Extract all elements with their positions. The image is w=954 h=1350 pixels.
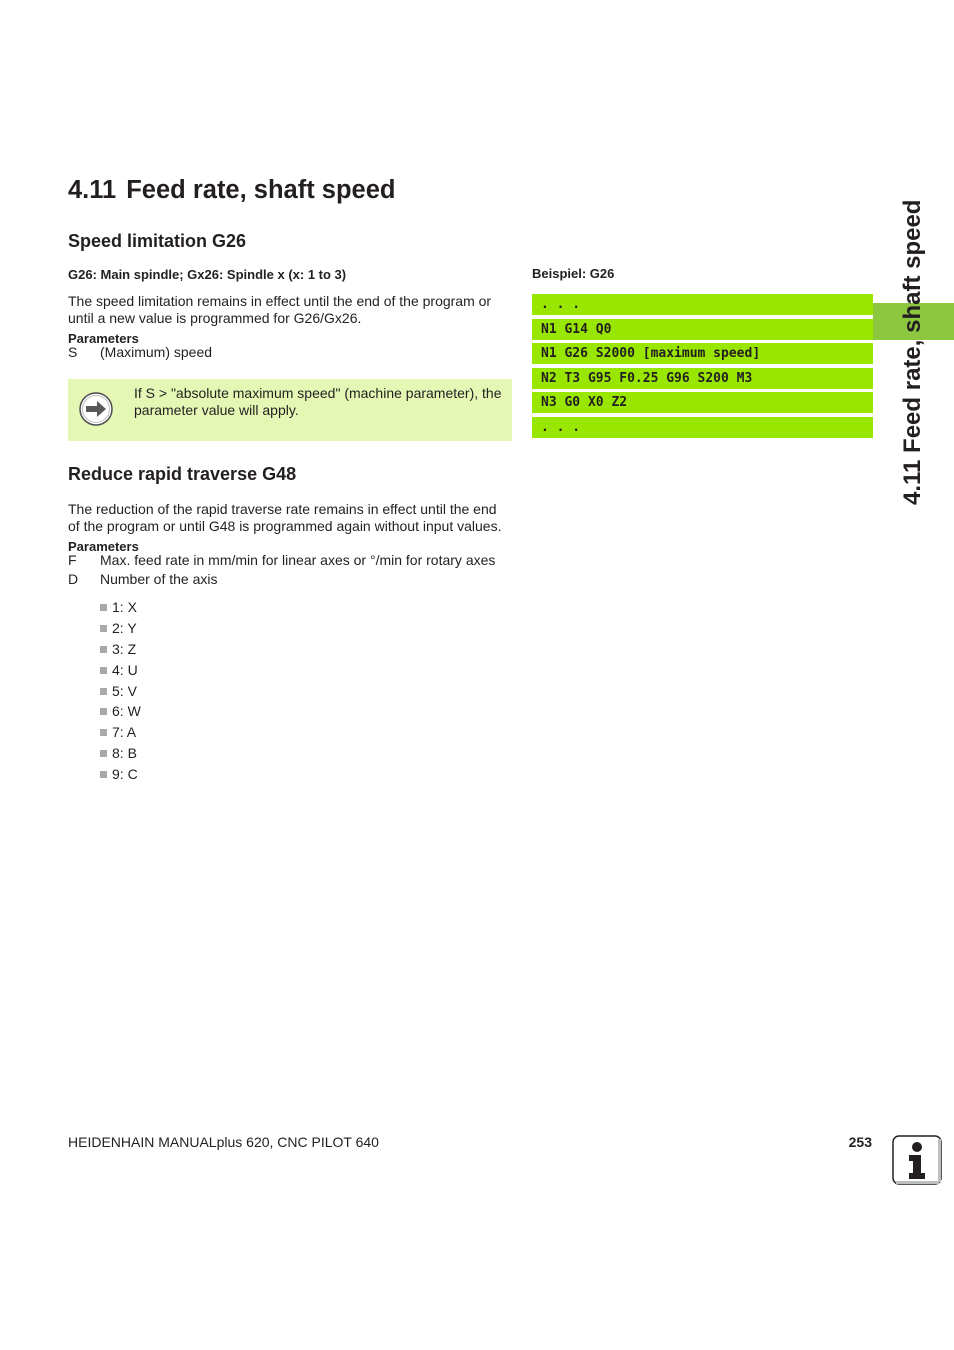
parameter-row bbox=[68, 551, 495, 570]
note-box bbox=[68, 379, 512, 441]
list-item bbox=[100, 743, 141, 764]
side-chapter-title: 4.11 Feed rate, shaft speed bbox=[899, 199, 926, 505]
parameter-row bbox=[68, 570, 495, 589]
axis-label: 5: V bbox=[112, 682, 137, 699]
parameter-description: (Maximum) speed bbox=[100, 344, 213, 360]
axis-label: 4: U bbox=[112, 661, 138, 678]
parameter-row bbox=[68, 343, 212, 362]
chapter-title-text: Feed rate, shaft speed bbox=[126, 176, 396, 204]
list-item bbox=[100, 701, 141, 722]
page-title bbox=[68, 176, 396, 205]
bullet-square-icon bbox=[100, 646, 107, 653]
note-text: If S > "absolute maximum speed" (machine parameter), the parameter value will apply. bbox=[134, 385, 502, 418]
footer-text: HEIDENHAIN MANUALplus 620, CNC PILOT 640 bbox=[68, 1134, 379, 1150]
bullet-square-icon bbox=[100, 708, 107, 715]
axis-label: 3: Z bbox=[112, 640, 137, 657]
parameter-key: F bbox=[68, 552, 77, 568]
code-example bbox=[532, 294, 873, 441]
axis-label: 2: Y bbox=[112, 619, 137, 636]
section-heading-rapid-traverse: Reduce rapid traverse G48 bbox=[68, 464, 297, 484]
parameters-label: Parameters bbox=[68, 539, 139, 554]
section-heading-speed-limitation: Speed limitation G26 bbox=[68, 231, 247, 251]
axis-list bbox=[100, 597, 141, 785]
list-item bbox=[100, 660, 141, 681]
bullet-square-icon bbox=[100, 625, 107, 632]
bullet-square-icon bbox=[100, 604, 107, 611]
axis-label: 7: A bbox=[112, 724, 137, 741]
axis-label: 6: W bbox=[112, 703, 141, 720]
arrow-right-icon bbox=[79, 392, 113, 426]
example-label: Beispiel: G26 bbox=[532, 266, 615, 281]
list-item bbox=[100, 764, 141, 785]
code-line: . . . bbox=[532, 417, 873, 438]
page-number: 253 bbox=[848, 1134, 872, 1150]
list-item bbox=[100, 722, 141, 743]
bullet-square-icon bbox=[100, 771, 107, 778]
code-line: . . . bbox=[532, 294, 873, 315]
parameter-key: D bbox=[68, 571, 79, 587]
parameter-key: S bbox=[68, 344, 78, 360]
axis-label: 9: C bbox=[112, 766, 138, 783]
speed-limitation-paragraph: The speed limitation remains in effect until the end of the program or until a new value is programmed for G26/Gx26. bbox=[68, 293, 492, 326]
parameter-list bbox=[68, 343, 212, 362]
axis-label: 8: B bbox=[112, 745, 137, 762]
parameter-description: Max. feed rate in mm/min for linear axes or °/min for rotary axes bbox=[100, 552, 496, 568]
bullet-square-icon bbox=[100, 688, 107, 695]
list-item bbox=[100, 681, 141, 702]
list-item bbox=[100, 618, 141, 639]
parameters-label: Parameters bbox=[68, 331, 139, 346]
code-line: N1 G26 S2000 [maximum speed] bbox=[532, 343, 873, 364]
bullet-square-icon bbox=[100, 750, 107, 757]
code-line: N3 G0 X0 Z2 bbox=[532, 392, 873, 413]
parameter-list bbox=[68, 551, 495, 589]
parameter-description: Number of the axis bbox=[100, 571, 218, 587]
rapid-traverse-paragraph: The reduction of the rapid traverse rate remains in effect until the end of the program or until G48 is programmed again without input values. bbox=[68, 501, 502, 534]
chapter-number: 4.11 bbox=[68, 176, 117, 204]
section-subheading-g26: G26: Main spindle; Gx26: Spindle x (x: 1 to 3) bbox=[68, 267, 347, 282]
info-icon bbox=[892, 1135, 942, 1185]
axis-label: 1: X bbox=[112, 599, 137, 615]
bullet-square-icon bbox=[100, 729, 107, 736]
list-item bbox=[100, 597, 141, 618]
list-item bbox=[100, 639, 141, 660]
bullet-square-icon bbox=[100, 667, 107, 674]
code-line: N2 T3 G95 F0.25 G96 S200 M3 bbox=[532, 368, 873, 389]
code-line: N1 G14 Q0 bbox=[532, 319, 873, 340]
